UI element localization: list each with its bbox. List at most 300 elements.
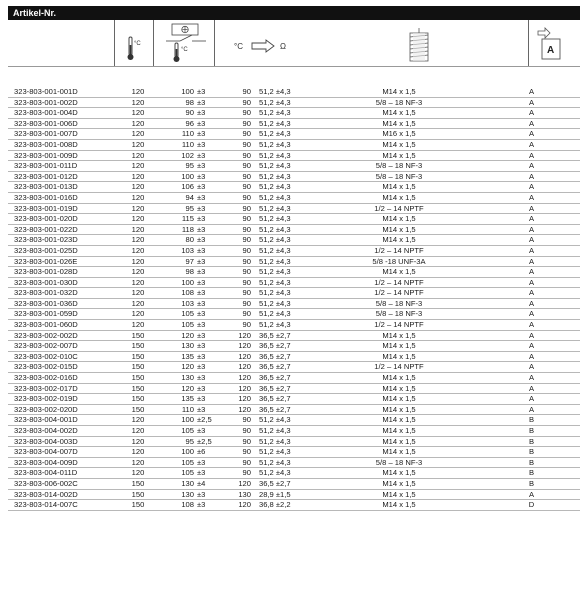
cell-form-type: A bbox=[483, 383, 580, 394]
cell-switch-tolerance: ±3 bbox=[197, 330, 222, 341]
cell-form-type: A bbox=[483, 150, 580, 161]
cell-switch-temp: 135 bbox=[160, 394, 197, 405]
cell-thread: M14 x 1,5 bbox=[315, 478, 483, 489]
cell-form-type: A bbox=[483, 161, 580, 172]
cell-article-number: 323-803-001-023D bbox=[8, 235, 116, 246]
cell-switch-temp: 110 bbox=[160, 129, 197, 140]
cell-max-temp: 120 bbox=[116, 118, 160, 129]
cell-max-temp: 150 bbox=[116, 330, 160, 341]
resistance-arrow-icon bbox=[232, 38, 302, 54]
cell-reference-temp: 90 bbox=[222, 182, 257, 193]
cell-max-temp: 120 bbox=[116, 245, 160, 256]
cell-resistance: 51,2 ±4,3 bbox=[257, 161, 315, 172]
cell-switch-temp: 100 bbox=[160, 171, 197, 182]
cell-reference-temp: 90 bbox=[222, 108, 257, 119]
table-row bbox=[8, 320, 580, 331]
cell-resistance: 51,2 ±4,3 bbox=[257, 256, 315, 267]
cell-resistance: 51,2 ±4,3 bbox=[257, 203, 315, 214]
cell-reference-temp: 120 bbox=[222, 478, 257, 489]
cell-switch-temp: 100 bbox=[160, 447, 197, 458]
table-row bbox=[8, 277, 580, 288]
cell-form-type: A bbox=[483, 394, 580, 405]
table-row bbox=[8, 415, 580, 426]
cell-form-type: B bbox=[483, 457, 580, 468]
cell-resistance: 51,2 ±4,3 bbox=[257, 87, 315, 97]
table-row bbox=[8, 171, 580, 182]
cell-reference-temp: 90 bbox=[222, 267, 257, 278]
cell-article-number: 323-803-001-009D bbox=[8, 150, 116, 161]
cell-reference-temp: 120 bbox=[222, 383, 257, 394]
cell-article-number: 323-803-014-002D bbox=[8, 489, 116, 500]
cell-max-temp: 120 bbox=[116, 182, 160, 193]
cell-thread: M14 x 1,5 bbox=[315, 341, 483, 352]
table-row bbox=[8, 478, 580, 489]
cell-switch-tolerance: ±3 bbox=[197, 489, 222, 500]
cell-switch-temp: 130 bbox=[160, 341, 197, 352]
cell-form-type: A bbox=[483, 182, 580, 193]
cell-thread: M14 x 1,5 bbox=[315, 489, 483, 500]
table-row bbox=[8, 192, 580, 203]
table-row bbox=[8, 447, 580, 458]
cell-switch-temp: 130 bbox=[160, 478, 197, 489]
cell-thread: 5/8 – 18 NF-3 bbox=[315, 161, 483, 172]
cell-thread: 5/8 – 18 NF-3 bbox=[315, 309, 483, 320]
table-row bbox=[8, 457, 580, 468]
cell-max-temp: 150 bbox=[116, 478, 160, 489]
cell-max-temp: 120 bbox=[116, 436, 160, 447]
cell-switch-tolerance: ±3 bbox=[197, 150, 222, 161]
cell-max-temp: 120 bbox=[116, 235, 160, 246]
cell-switch-temp: 120 bbox=[160, 362, 197, 373]
cell-switch-tolerance: ±3 bbox=[197, 468, 222, 479]
cell-resistance: 51,2 ±4,3 bbox=[257, 108, 315, 119]
cell-resistance: 51,2 ±4,3 bbox=[257, 320, 315, 331]
cell-switch-tolerance: ±3 bbox=[197, 182, 222, 193]
cell-max-temp: 120 bbox=[116, 192, 160, 203]
cell-article-number: 323-803-001-013D bbox=[8, 182, 116, 193]
cell-thread: 1/2 – 14 NPTF bbox=[315, 277, 483, 288]
cell-article-number: 323-803-002-020D bbox=[8, 404, 116, 415]
cell-max-temp: 120 bbox=[116, 108, 160, 119]
cell-article-number: 323-803-002-019D bbox=[8, 394, 116, 405]
cell-switch-tolerance: ±3 bbox=[197, 394, 222, 405]
cell-switch-tolerance: ±3 bbox=[197, 383, 222, 394]
cell-max-temp: 150 bbox=[116, 489, 160, 500]
cell-article-number: 323-803-001-001D bbox=[8, 87, 116, 97]
table-row bbox=[8, 139, 580, 150]
cell-switch-tolerance: ±3 bbox=[197, 87, 222, 97]
cell-resistance: 36,5 ±2,7 bbox=[257, 373, 315, 384]
form-type-icon bbox=[536, 25, 562, 63]
table-row bbox=[8, 489, 580, 500]
cell-resistance: 36,5 ±2,7 bbox=[257, 404, 315, 415]
cell-article-number: 323-803-001-030D bbox=[8, 277, 116, 288]
cell-max-temp: 120 bbox=[116, 457, 160, 468]
cell-switch-tolerance: ±3 bbox=[197, 97, 222, 108]
cell-article-number: 323-803-004-001D bbox=[8, 415, 116, 426]
cell-switch-temp: 135 bbox=[160, 351, 197, 362]
cell-reference-temp: 120 bbox=[222, 330, 257, 341]
cell-resistance: 36,5 ±2,7 bbox=[257, 394, 315, 405]
cell-max-temp: 120 bbox=[116, 277, 160, 288]
cell-thread: 1/2 – 14 NPTF bbox=[315, 245, 483, 256]
cell-switch-temp: 120 bbox=[160, 330, 197, 341]
cell-resistance: 51,2 ±4,3 bbox=[257, 468, 315, 479]
cell-reference-temp: 90 bbox=[222, 415, 257, 426]
cell-max-temp: 120 bbox=[116, 171, 160, 182]
cell-form-type: A bbox=[483, 351, 580, 362]
cell-form-type: A bbox=[483, 224, 580, 235]
cell-resistance: 36,8 ±2,2 bbox=[257, 500, 315, 511]
cell-thread: M14 x 1,5 bbox=[315, 330, 483, 341]
cell-resistance: 51,2 ±4,3 bbox=[257, 245, 315, 256]
cell-article-number: 323-803-002-017D bbox=[8, 383, 116, 394]
cell-article-number: 323-803-001-002D bbox=[8, 97, 116, 108]
cell-max-temp: 150 bbox=[116, 383, 160, 394]
cell-switch-temp: 97 bbox=[160, 256, 197, 267]
cell-form-type: A bbox=[483, 320, 580, 331]
cell-article-number: 323-803-002-016D bbox=[8, 373, 116, 384]
cell-switch-temp: 110 bbox=[160, 404, 197, 415]
cell-article-number: 323-803-001-006D bbox=[8, 118, 116, 129]
header-bar bbox=[8, 6, 580, 20]
cell-switch-tolerance: ±3 bbox=[197, 362, 222, 373]
cell-max-temp: 150 bbox=[116, 351, 160, 362]
table-row bbox=[8, 87, 580, 97]
cell-form-type: B bbox=[483, 447, 580, 458]
cell-max-temp: 120 bbox=[116, 320, 160, 331]
cell-reference-temp: 120 bbox=[222, 394, 257, 405]
header-separator bbox=[153, 20, 154, 66]
cell-switch-temp: 100 bbox=[160, 415, 197, 426]
unit-celsius: °C bbox=[234, 42, 243, 51]
cell-reference-temp: 120 bbox=[222, 500, 257, 511]
cell-thread: 5/8 – 18 NF-3 bbox=[315, 97, 483, 108]
cell-reference-temp: 90 bbox=[222, 298, 257, 309]
cell-max-temp: 120 bbox=[116, 288, 160, 299]
cell-reference-temp: 90 bbox=[222, 203, 257, 214]
cell-max-temp: 150 bbox=[116, 373, 160, 384]
cell-article-number: 323-803-001-036D bbox=[8, 298, 116, 309]
cell-article-number: 323-803-001-026E bbox=[8, 256, 116, 267]
cell-article-number: 323-803-004-009D bbox=[8, 457, 116, 468]
cell-thread: 1/2 – 14 NPTF bbox=[315, 203, 483, 214]
thread-icon bbox=[404, 27, 434, 65]
cell-form-type: A bbox=[483, 373, 580, 384]
cell-article-number: 323-803-002-015D bbox=[8, 362, 116, 373]
cell-reference-temp: 90 bbox=[222, 320, 257, 331]
cell-article-number: 323-803-002-010C bbox=[8, 351, 116, 362]
table-row bbox=[8, 404, 580, 415]
table-row bbox=[8, 468, 580, 479]
cell-reference-temp: 90 bbox=[222, 256, 257, 267]
cell-switch-tolerance: ±3 bbox=[197, 256, 222, 267]
cell-switch-temp: 118 bbox=[160, 224, 197, 235]
cell-form-type: A bbox=[483, 404, 580, 415]
cell-switch-temp: 105 bbox=[160, 457, 197, 468]
cell-reference-temp: 120 bbox=[222, 362, 257, 373]
cell-thread: M14 x 1,5 bbox=[315, 426, 483, 437]
cell-resistance: 51,2 ±4,3 bbox=[257, 288, 315, 299]
cell-thread: M14 x 1,5 bbox=[315, 87, 483, 97]
cell-switch-temp: 95 bbox=[160, 436, 197, 447]
cell-resistance: 36,5 ±2,7 bbox=[257, 341, 315, 352]
table-row bbox=[8, 203, 580, 214]
cell-thread: M14 x 1,5 bbox=[315, 214, 483, 225]
cell-resistance: 51,2 ±4,3 bbox=[257, 309, 315, 320]
cell-max-temp: 120 bbox=[116, 468, 160, 479]
cell-switch-tolerance: ±6 bbox=[197, 447, 222, 458]
cell-form-type: A bbox=[483, 129, 580, 140]
cell-thread: M16 x 1,5 bbox=[315, 129, 483, 140]
table-row bbox=[8, 97, 580, 108]
cell-resistance: 51,2 ±4,3 bbox=[257, 139, 315, 150]
cell-resistance: 51,2 ±4,3 bbox=[257, 415, 315, 426]
cell-resistance: 36,5 ±2,7 bbox=[257, 383, 315, 394]
cell-switch-temp: 105 bbox=[160, 468, 197, 479]
table-row bbox=[8, 129, 580, 140]
cell-max-temp: 120 bbox=[116, 139, 160, 150]
cell-max-temp: 120 bbox=[116, 87, 160, 97]
cell-resistance: 51,2 ±4,3 bbox=[257, 447, 315, 458]
cell-resistance: 51,2 ±4,3 bbox=[257, 182, 315, 193]
cell-switch-tolerance: ±3 bbox=[197, 139, 222, 150]
unit-ohm: Ω bbox=[280, 42, 286, 51]
table-row bbox=[8, 245, 580, 256]
cell-thread: 1/2 – 14 NPTF bbox=[315, 362, 483, 373]
cell-switch-tolerance: ±3 bbox=[197, 108, 222, 119]
cell-thread: M14 x 1,5 bbox=[315, 404, 483, 415]
cell-reference-temp: 120 bbox=[222, 373, 257, 384]
cell-switch-tolerance: ±3 bbox=[197, 214, 222, 225]
cell-max-temp: 120 bbox=[116, 214, 160, 225]
cell-article-number: 323-803-001-032D bbox=[8, 288, 116, 299]
cell-reference-temp: 90 bbox=[222, 171, 257, 182]
cell-switch-temp: 115 bbox=[160, 214, 197, 225]
table-row bbox=[8, 351, 580, 362]
table-row bbox=[8, 256, 580, 267]
table-row bbox=[8, 309, 580, 320]
cell-form-type: B bbox=[483, 436, 580, 447]
cell-resistance: 51,2 ±4,3 bbox=[257, 129, 315, 140]
form-letter: A bbox=[547, 45, 555, 56]
cell-max-temp: 120 bbox=[116, 447, 160, 458]
cell-switch-tolerance: ±4 bbox=[197, 478, 222, 489]
article-table-body bbox=[8, 87, 580, 510]
cell-reference-temp: 90 bbox=[222, 288, 257, 299]
cell-reference-temp: 90 bbox=[222, 436, 257, 447]
cell-max-temp: 120 bbox=[116, 256, 160, 267]
cell-article-number: 323-803-001-028D bbox=[8, 267, 116, 278]
table-row bbox=[8, 394, 580, 405]
cell-switch-temp: 108 bbox=[160, 288, 197, 299]
cell-resistance: 51,2 ±4,3 bbox=[257, 235, 315, 246]
cell-resistance: 51,2 ±4,3 bbox=[257, 457, 315, 468]
cell-switch-temp: 103 bbox=[160, 298, 197, 309]
cell-reference-temp: 90 bbox=[222, 426, 257, 437]
cell-form-type: A bbox=[483, 118, 580, 129]
cell-switch-temp: 108 bbox=[160, 500, 197, 511]
cell-resistance: 36,5 ±2,7 bbox=[257, 478, 315, 489]
cell-switch-temp: 94 bbox=[160, 192, 197, 203]
cell-form-type: A bbox=[483, 97, 580, 108]
cell-form-type: A bbox=[483, 87, 580, 97]
cell-thread: M14 x 1,5 bbox=[315, 447, 483, 458]
cell-resistance: 36,5 ±2,7 bbox=[257, 351, 315, 362]
cell-switch-temp: 130 bbox=[160, 373, 197, 384]
cell-thread: M14 x 1,5 bbox=[315, 383, 483, 394]
cell-switch-tolerance: ±3 bbox=[197, 171, 222, 182]
table-row bbox=[8, 362, 580, 373]
cell-form-type: A bbox=[483, 362, 580, 373]
cell-max-temp: 150 bbox=[116, 404, 160, 415]
cell-article-number: 323-803-001-059D bbox=[8, 309, 116, 320]
cell-reference-temp: 90 bbox=[222, 118, 257, 129]
cell-switch-temp: 90 bbox=[160, 108, 197, 119]
cell-switch-temp: 102 bbox=[160, 150, 197, 161]
table-row bbox=[8, 330, 580, 341]
cell-switch-tolerance: ±3 bbox=[197, 129, 222, 140]
cell-max-temp: 120 bbox=[116, 415, 160, 426]
cell-resistance: 36,5 ±2,7 bbox=[257, 362, 315, 373]
cell-resistance: 51,2 ±4,3 bbox=[257, 426, 315, 437]
cell-thread: 5/8 -18 UNF-3A bbox=[315, 256, 483, 267]
cell-switch-tolerance: ±3 bbox=[197, 309, 222, 320]
cell-switch-tolerance: ±3 bbox=[197, 235, 222, 246]
cell-article-number: 323-803-002-007D bbox=[8, 341, 116, 352]
cell-thread: M14 x 1,5 bbox=[315, 150, 483, 161]
header-divider bbox=[8, 66, 580, 67]
cell-reference-temp: 90 bbox=[222, 277, 257, 288]
cell-resistance: 51,2 ±4,3 bbox=[257, 436, 315, 447]
cell-reference-temp: 90 bbox=[222, 97, 257, 108]
header-separator bbox=[114, 20, 115, 66]
cell-switch-temp: 130 bbox=[160, 489, 197, 500]
cell-switch-temp: 110 bbox=[160, 139, 197, 150]
cell-max-temp: 120 bbox=[116, 97, 160, 108]
cell-switch-tolerance: ±3 bbox=[197, 351, 222, 362]
cell-reference-temp: 120 bbox=[222, 404, 257, 415]
table-row bbox=[8, 267, 580, 278]
cell-resistance: 51,2 ±4,3 bbox=[257, 192, 315, 203]
thermometer-icon bbox=[124, 33, 148, 63]
cell-thread: M14 x 1,5 bbox=[315, 224, 483, 235]
cell-switch-tolerance: ±3 bbox=[197, 426, 222, 437]
cell-switch-temp: 96 bbox=[160, 118, 197, 129]
cell-thread: M14 x 1,5 bbox=[315, 235, 483, 246]
cell-thread: M14 x 1,5 bbox=[315, 118, 483, 129]
cell-thread: M14 x 1,5 bbox=[315, 373, 483, 384]
cell-form-type: A bbox=[483, 489, 580, 500]
cell-switch-temp: 105 bbox=[160, 426, 197, 437]
table-row bbox=[8, 118, 580, 129]
cell-article-number: 323-803-002-002D bbox=[8, 330, 116, 341]
cell-form-type: A bbox=[483, 256, 580, 267]
cell-form-type: A bbox=[483, 330, 580, 341]
cell-article-number: 323-803-014-007C bbox=[8, 500, 116, 511]
cell-reference-temp: 90 bbox=[222, 235, 257, 246]
cell-reference-temp: 90 bbox=[222, 192, 257, 203]
cell-article-number: 323-803-001-019D bbox=[8, 203, 116, 214]
cell-thread: 5/8 – 18 NF-3 bbox=[315, 457, 483, 468]
cell-reference-temp: 120 bbox=[222, 341, 257, 352]
cell-thread: 1/2 – 14 NPTF bbox=[315, 320, 483, 331]
table-row bbox=[8, 298, 580, 309]
cell-switch-tolerance: ±3 bbox=[197, 203, 222, 214]
cell-form-type: A bbox=[483, 341, 580, 352]
cell-switch-tolerance: ±3 bbox=[197, 224, 222, 235]
cell-reference-temp: 90 bbox=[222, 468, 257, 479]
cell-switch-tolerance: ±3 bbox=[197, 245, 222, 256]
cell-resistance: 51,2 ±4,3 bbox=[257, 214, 315, 225]
cell-max-temp: 120 bbox=[116, 150, 160, 161]
table-row bbox=[8, 500, 580, 511]
cell-max-temp: 120 bbox=[116, 309, 160, 320]
cell-thread: M14 x 1,5 bbox=[315, 394, 483, 405]
cell-thread: M14 x 1,5 bbox=[315, 108, 483, 119]
cell-reference-temp: 90 bbox=[222, 245, 257, 256]
table-row bbox=[8, 224, 580, 235]
cell-reference-temp: 90 bbox=[222, 214, 257, 225]
cell-thread: M14 x 1,5 bbox=[315, 500, 483, 511]
cell-reference-temp: 90 bbox=[222, 150, 257, 161]
header-separator bbox=[214, 20, 215, 66]
cell-switch-tolerance: ±2,5 bbox=[197, 415, 222, 426]
table-row bbox=[8, 214, 580, 225]
cell-form-type: A bbox=[483, 235, 580, 246]
cell-reference-temp: 90 bbox=[222, 447, 257, 458]
cell-thread: M14 x 1,5 bbox=[315, 415, 483, 426]
cell-article-number: 323-803-001-020D bbox=[8, 214, 116, 225]
cell-switch-temp: 106 bbox=[160, 182, 197, 193]
switch-thermometer-icon bbox=[162, 23, 210, 65]
cell-switch-tolerance: ±3 bbox=[197, 373, 222, 384]
cell-resistance: 51,2 ±4,3 bbox=[257, 267, 315, 278]
cell-resistance: 51,2 ±4,3 bbox=[257, 97, 315, 108]
cell-switch-tolerance: ±3 bbox=[197, 404, 222, 415]
cell-reference-temp: 90 bbox=[222, 129, 257, 140]
cell-switch-temp: 105 bbox=[160, 309, 197, 320]
cell-max-temp: 150 bbox=[116, 394, 160, 405]
cell-switch-temp: 120 bbox=[160, 383, 197, 394]
cell-switch-tolerance: ±3 bbox=[197, 161, 222, 172]
cell-resistance: 51,2 ±4,3 bbox=[257, 171, 315, 182]
cell-article-number: 323-803-004-011D bbox=[8, 468, 116, 479]
cell-form-type: A bbox=[483, 192, 580, 203]
cell-article-number: 323-803-004-002D bbox=[8, 426, 116, 437]
unit-celsius: °C bbox=[134, 41, 141, 47]
cell-max-temp: 120 bbox=[116, 224, 160, 235]
table-row bbox=[8, 426, 580, 437]
cell-switch-tolerance: ±2,5 bbox=[197, 436, 222, 447]
table-row bbox=[8, 288, 580, 299]
cell-form-type: A bbox=[483, 139, 580, 150]
cell-form-type: B bbox=[483, 426, 580, 437]
article-table bbox=[8, 87, 580, 511]
cell-article-number: 323-803-001-016D bbox=[8, 192, 116, 203]
cell-reference-temp: 90 bbox=[222, 87, 257, 97]
cell-switch-temp: 95 bbox=[160, 203, 197, 214]
cell-form-type: A bbox=[483, 267, 580, 278]
cell-article-number: 323-803-006-002C bbox=[8, 478, 116, 489]
cell-form-type: A bbox=[483, 171, 580, 182]
cell-resistance: 51,2 ±4,3 bbox=[257, 277, 315, 288]
cell-article-number: 323-803-004-007D bbox=[8, 447, 116, 458]
cell-form-type: A bbox=[483, 298, 580, 309]
table-row bbox=[8, 373, 580, 384]
cell-switch-temp: 103 bbox=[160, 245, 197, 256]
cell-thread: M14 x 1,5 bbox=[315, 468, 483, 479]
